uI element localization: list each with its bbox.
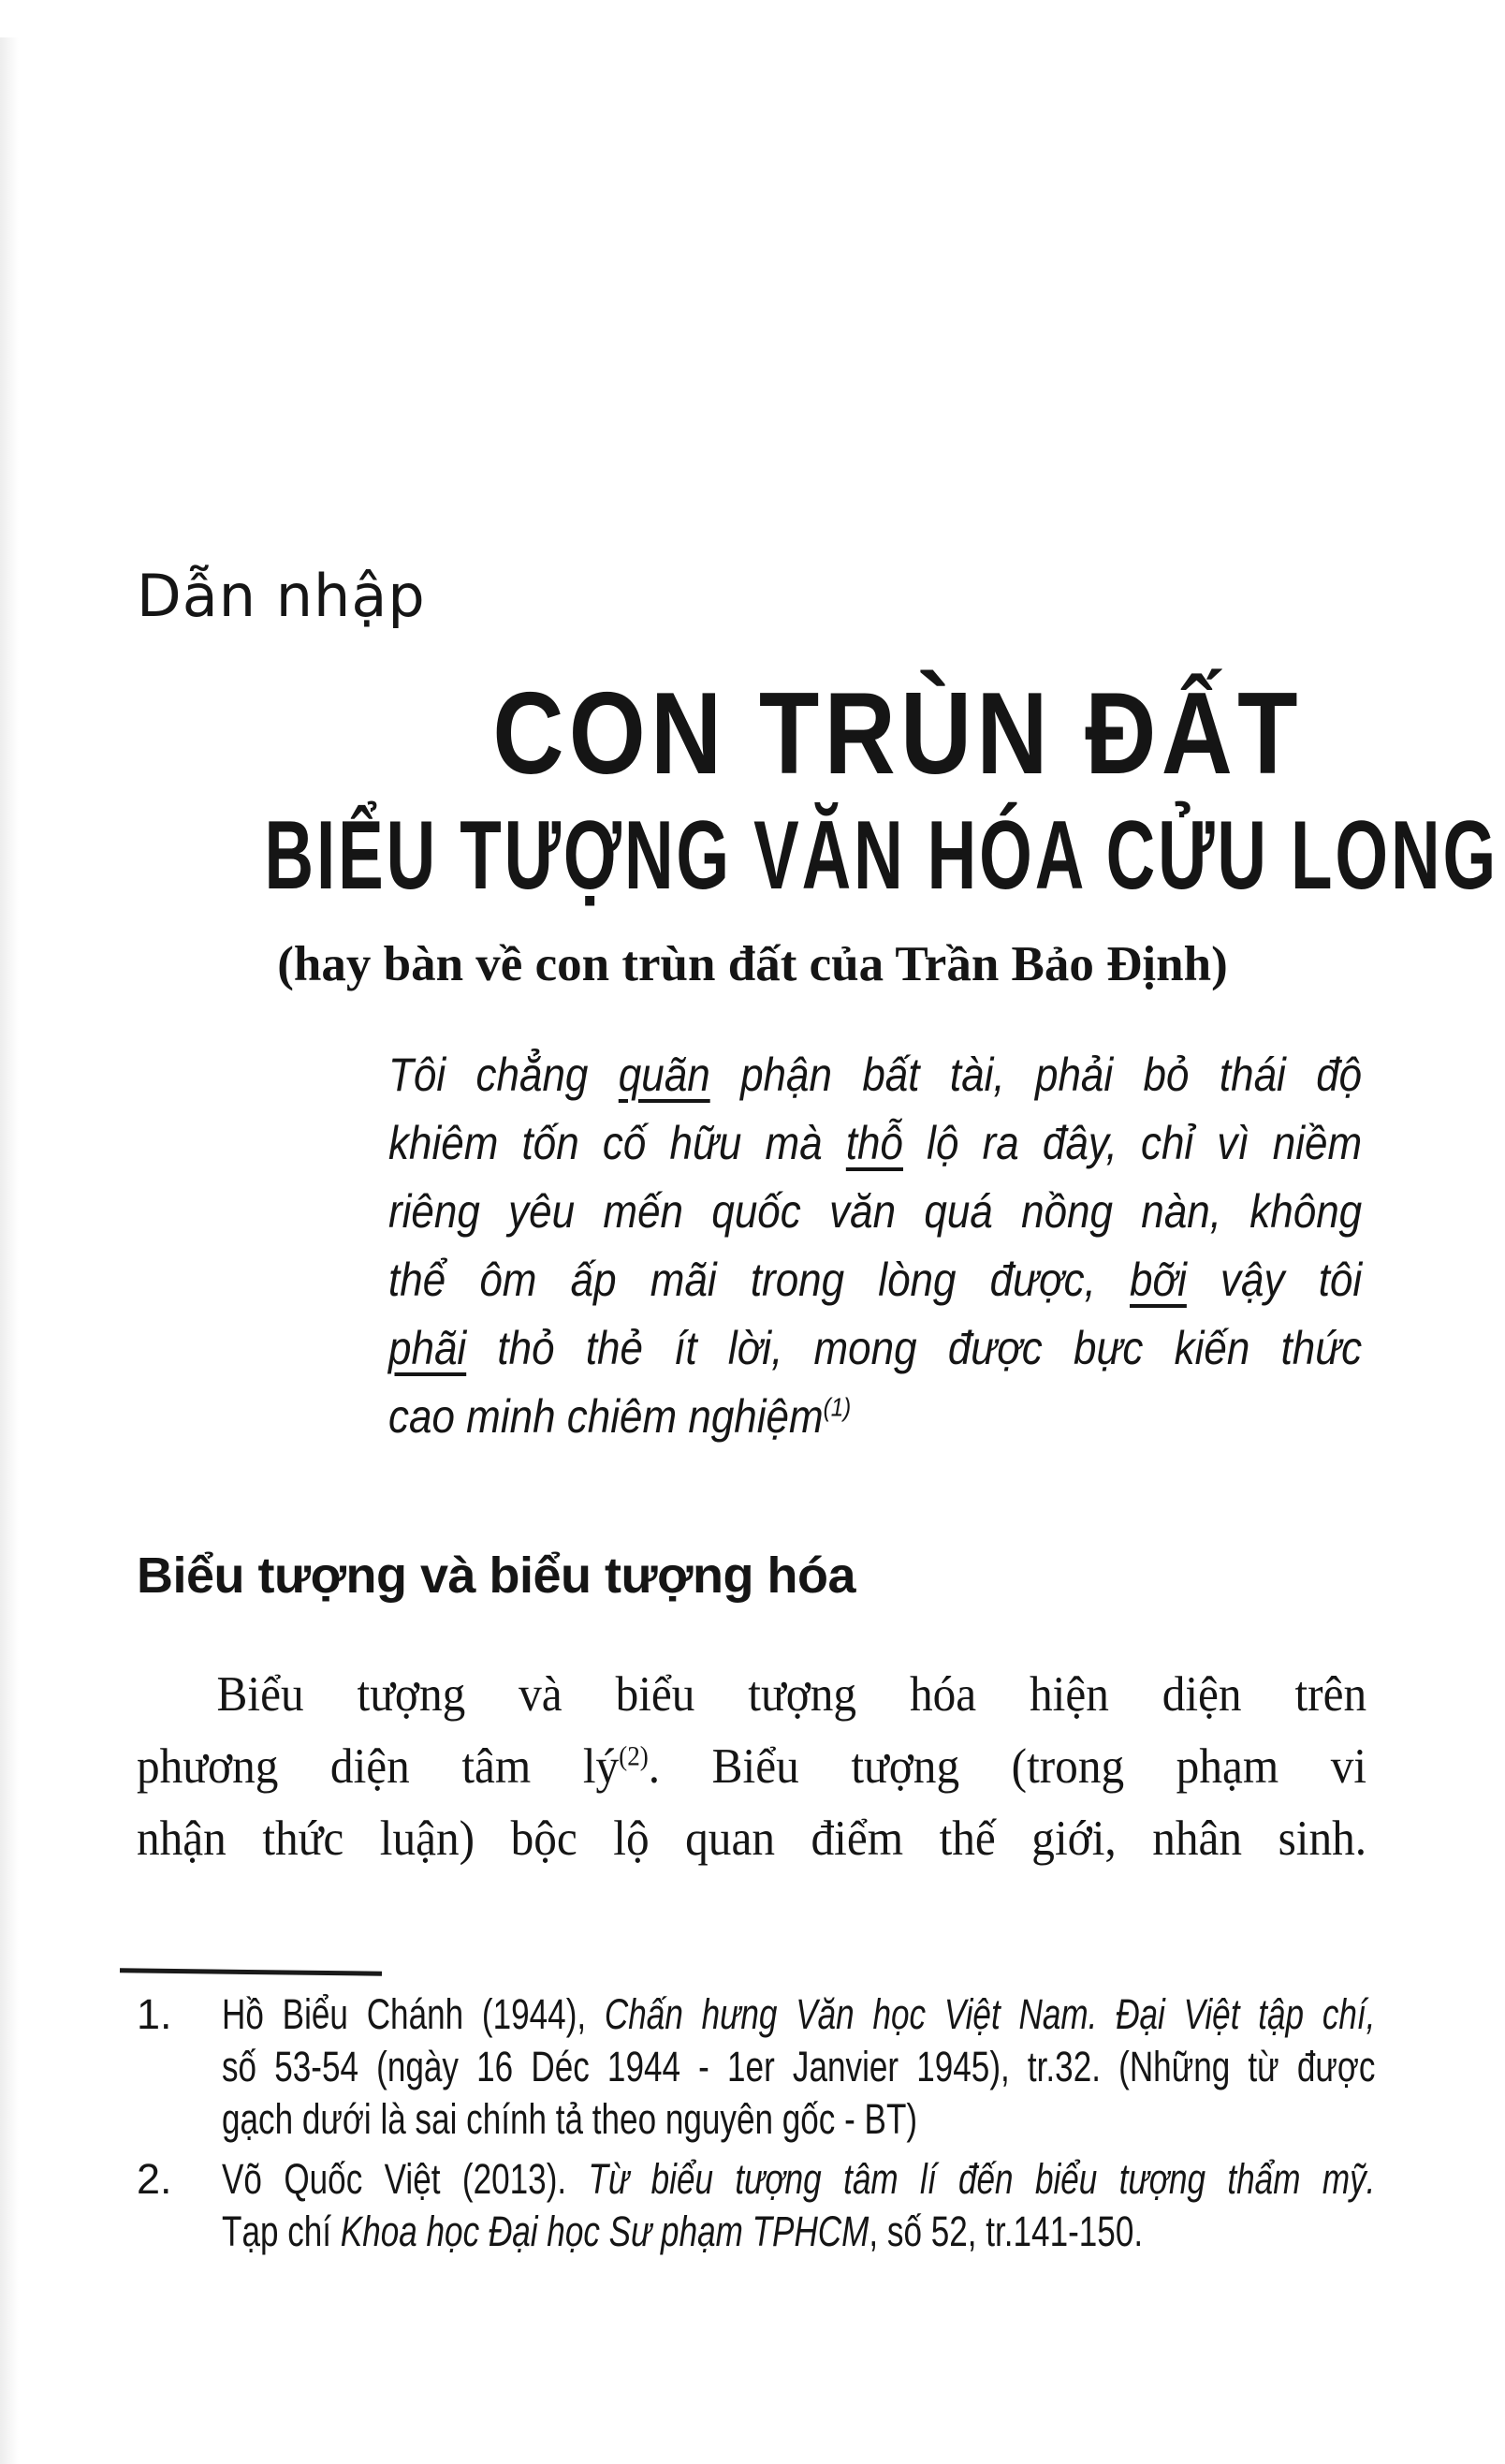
epigraph-quote [388, 1041, 1362, 1451]
quote-line [388, 1178, 1362, 1246]
footnote-journal-title: Khoa học Đại học Sư phạm TPHCM [340, 2207, 869, 2255]
quote-text: cao minh chiêm nghiệm [388, 1390, 824, 1443]
quote-line [388, 1041, 1362, 1109]
quote-text: riêng yêu mến quốc văn quá nồng nàn, không [388, 1185, 1363, 1238]
underlined-term: bỡi [1130, 1254, 1187, 1306]
paragraph-line [137, 1659, 1366, 1731]
chapter-kicker: Dẫn nhập [137, 562, 426, 630]
footnote-text [222, 1988, 1376, 2146]
quote-line [388, 1383, 1362, 1451]
quote-text: Tôi chẳng [388, 1049, 619, 1101]
chapter-title-line2-text: BIỂU TƯỢNG VĂN HÓA CỬU LONG [264, 801, 1499, 910]
footnote-reference-1: (1) [823, 1392, 852, 1422]
paragraph-text: Biểu tượng và biểu tượng hóa hiện diện trên [216, 1667, 1367, 1722]
footnote-work-title: Từ biểu tượng tâm lí đến biểu tượng thẩm mỹ. [588, 2155, 1376, 2203]
footnote-segment: Hồ Biểu Chánh (1944), [222, 1990, 605, 2038]
quote-line [388, 1246, 1362, 1314]
footnote-reference-2: (2) [619, 1741, 649, 1772]
footnote-segment: Tạp chí [222, 2207, 341, 2255]
quote-text: lộ ra đây, chỉ vì niềm [903, 1117, 1363, 1169]
chapter-title-line1 [0, 669, 1505, 799]
quote-line [388, 1314, 1362, 1383]
chapter-title-line2 [0, 801, 1505, 910]
quote-text: khiêm tốn cố hữu mà [388, 1117, 846, 1169]
section-heading: Biểu tượng và biểu tượng hóa [137, 1547, 855, 1604]
footnote-divider [120, 1968, 382, 1975]
footnote-text [222, 2153, 1376, 2258]
footnote-line [222, 2153, 1375, 2206]
scan-edge-shadow [0, 37, 19, 2464]
chapter-title-line1-text: CON TRÙN ĐẤT [492, 669, 1303, 799]
underlined-term: quãn [618, 1049, 710, 1101]
footnote-marker: 1. [137, 1990, 172, 2038]
footnote-line [222, 1988, 1375, 2041]
paragraph-text: . Biểu tượng (trong phạm vi [648, 1739, 1367, 1794]
quote-text: phận bất tài, phải bỏ thái độ [709, 1049, 1363, 1101]
footnote-segment: gạch dưới là sai chính tả theo nguyên gốc - BT) [222, 2095, 918, 2143]
footnote-segment: , số 52, tr.141-150. [869, 2207, 1144, 2255]
footnote-1 [137, 1988, 1376, 2146]
footnote-work-title: Chấn hưng Văn học Việt Nam. Đại Việt tập chí, [604, 1990, 1376, 2038]
footnote-line [222, 2093, 1375, 2146]
chapter-subtitle: (hay bàn về con trùn đất của Trần Bảo Định) [277, 937, 1228, 991]
footnote-2 [137, 2153, 1376, 2258]
footnote-line [222, 2206, 1375, 2258]
paragraph-line [137, 1803, 1366, 1875]
footnote-segment: Võ Quốc Việt (2013). [222, 2155, 589, 2203]
body-paragraph [137, 1659, 1366, 1875]
quote-line [388, 1109, 1362, 1178]
quote-text: vậy tôi [1186, 1254, 1363, 1306]
paragraph-text: phương diện tâm lý [137, 1739, 620, 1794]
paragraph-text: nhận thức luận) bộc lộ quan điểm thế giới, nhân sinh. [137, 1811, 1367, 1866]
underlined-term: phãi [388, 1322, 467, 1374]
footnote-marker: 2. [137, 2155, 172, 2203]
quote-text: thể ôm ấp mãi trong lòng được, [388, 1254, 1131, 1306]
footnote-segment: số 53-54 (ngày 16 Déc 1944 - 1er Janvier 1945), tr.32. (Những từ được [222, 2043, 1376, 2090]
underlined-term: thỗ [845, 1117, 903, 1169]
footnote-line [222, 2041, 1375, 2093]
paragraph-line [137, 1731, 1366, 1803]
quote-text: thỏ thẻ ít lời, mong được bực kiến thức [466, 1322, 1363, 1374]
